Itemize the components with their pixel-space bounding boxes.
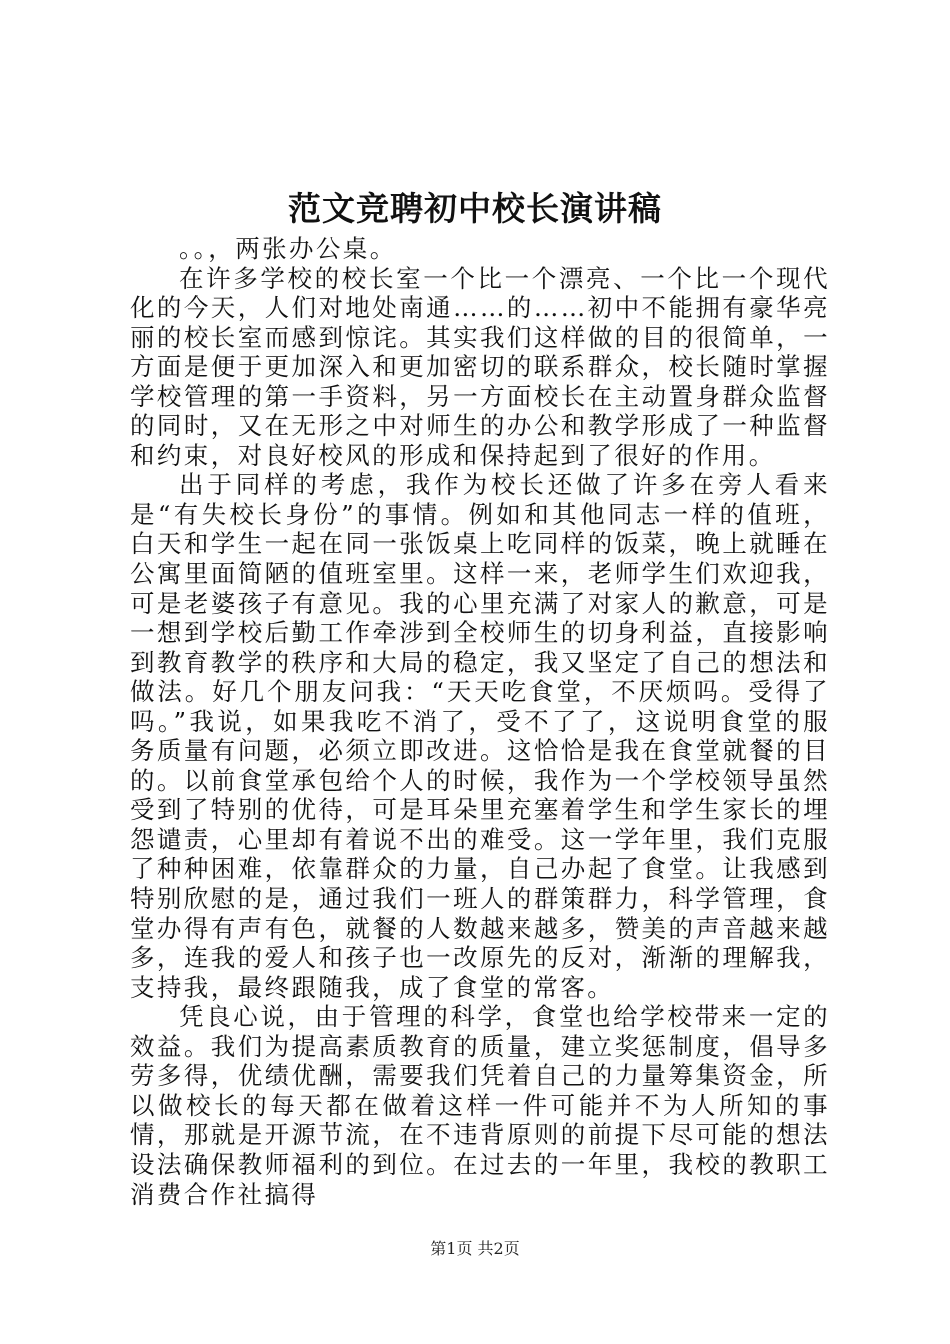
paragraph: 凭良心说，由于管理的科学，食堂也给学校带来一定的效益。我们为提高素质教育的质量，建立奖惩制度，倡导多劳多得，优绩优酬，需要我们凭着自己的力量筹集资金，所以做校长的每天都在做着这样一件可能并不为人所知的事情，那就是开源节流，在不违背原则的前提下尽可能的想法设法确保教师福利的到位。在过去的一年里，我校的教职工消费合作社搞得 bbox=[130, 1002, 830, 1209]
paragraph: 。。，两张办公桌。 bbox=[179, 234, 397, 263]
document-body bbox=[130, 234, 830, 1209]
paragraph: 出于同样的考虑，我作为校长还做了许多在旁人看来是“有失校长身份”的事情。例如和其他同志一样的值班，白天和学生一起在同一张饭桌上吃同样的饭菜，晚上就睡在公寓里面简陋的值班室里。这样一来，老师学生们欢迎我，可是老婆孩子有意见。我的心里充满了对家人的歉意，可是一想到学校后勤工作牵涉到全校师生的切身利益，直接影响到教育教学的秩序和大局的稳定，我又坚定了自己的想法和做法。好几个朋友问我：“天天吃食堂，不厌烦吗。受得了吗。”我说，如果我吃不消了，受不了了，这说明食堂的服务质量有问题，必须立即改进。这恰恰是我在食堂就餐的目的。以前食堂承包给个人的时候，我作为一个学校领导虽然受到了特别的优待，可是耳朵里充塞着学生和学生家长的埋怨谴责，心里却有着说不出的难受。这一学年里，我们克服了种种困难，依靠群众的力量，自己办起了食堂。让我感到特别欣慰的是，通过我们一班人的群策群力，科学管理，食堂办得有声有色，就餐的人数越来越多，赞美的声音越来越多，连我的爱人和孩子也一改原先的反对，渐渐的理解我，支持我，最终跟随我，成了食堂的常客。 bbox=[130, 470, 830, 1002]
paragraph: 在许多学校的校长室一个比一个漂亮、一个比一个现代化的今天，人们对地处南通……的……初中不能拥有豪华亮丽的校长室而感到惊诧。其实我们这样做的目的很简单，一方面是便于更加深入和更加密切的联系群众，校长随时掌握学校管理的第一手资料，另一方面校长在主动置身群众监督的同时，又在无形之中对师生的办公和教学形成了一种监督和约束，对良好校风的形成和保持起到了很好的作用。 bbox=[130, 263, 830, 470]
page-footer: 第1页 共2页 bbox=[430, 1239, 520, 1258]
document-title: 范文竞聘初中校长演讲稿 bbox=[288, 189, 662, 228]
